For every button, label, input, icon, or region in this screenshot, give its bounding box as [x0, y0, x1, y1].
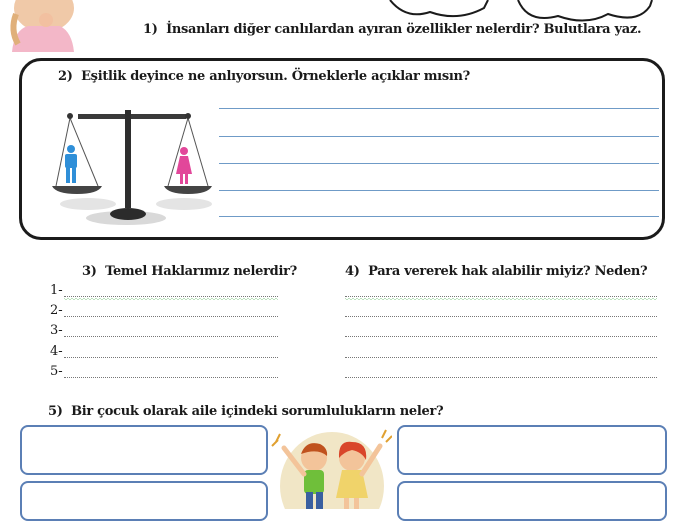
list-item: [50, 283, 63, 298]
dotted-answer-line[interactable]: [345, 377, 657, 378]
spellcheck-underline: [345, 298, 657, 301]
dotted-answer-line[interactable]: [64, 357, 278, 358]
answer-line[interactable]: [219, 190, 659, 191]
question-1-text: İnsanları diğer canlılardan ayıran özellikler nelerdir? Bulutlara yaz.: [166, 22, 642, 37]
dotted-answer-line[interactable]: [345, 296, 657, 297]
dotted-answer-line[interactable]: [345, 336, 657, 337]
list-item-number: 3-: [50, 323, 63, 338]
answer-box[interactable]: [397, 425, 667, 475]
children-illustration: [270, 428, 392, 509]
question-1-number: 1): [143, 22, 158, 37]
question-4-number: 4): [345, 264, 360, 279]
dotted-answer-line[interactable]: [345, 316, 657, 317]
answer-line[interactable]: [219, 136, 659, 137]
answer-box[interactable]: [20, 425, 268, 475]
list-item-number: 4-: [50, 344, 63, 359]
question-4-text: Para vererek hak alabilir miyiz? Neden?: [368, 264, 648, 279]
question-2-number: 2): [58, 69, 73, 84]
list-item-number: 1-: [50, 283, 63, 298]
dotted-answer-line[interactable]: [64, 316, 278, 317]
list-item-number: 5-: [50, 364, 63, 379]
question-3-text: Temel Haklarımız nelerdir?: [105, 264, 297, 279]
question-5-number: 5): [48, 404, 63, 419]
question-2-text: Eşitlik deyince ne anlıyorsun. Örneklerle açıklar mısın?: [81, 69, 470, 84]
question-2: [58, 69, 470, 84]
spellcheck-underline: [64, 298, 278, 301]
list-item: [50, 364, 63, 379]
list-item: [50, 344, 63, 359]
question-5-text: Bir çocuk olarak aile içindeki sorumlulukların neler?: [71, 404, 444, 419]
male-figure-icon: [62, 144, 80, 184]
answer-line[interactable]: [219, 163, 659, 164]
female-figure-icon: [175, 146, 193, 186]
dotted-answer-line[interactable]: [64, 336, 278, 337]
answer-line[interactable]: [219, 216, 659, 217]
thinking-girl-illustration: [6, 0, 76, 52]
list-item: [50, 303, 63, 318]
question-3: [82, 264, 297, 279]
list-item: [50, 323, 63, 338]
list-item-number: 2-: [50, 303, 63, 318]
question-5: [48, 404, 443, 419]
answer-box[interactable]: [20, 481, 268, 521]
question-4: [345, 264, 647, 279]
answer-line[interactable]: [219, 108, 659, 109]
question-1: [143, 22, 641, 37]
dotted-answer-line[interactable]: [64, 296, 278, 297]
question-3-number: 3): [82, 264, 97, 279]
dotted-answer-line[interactable]: [345, 357, 657, 358]
dotted-answer-line[interactable]: [64, 377, 278, 378]
answer-box[interactable]: [397, 481, 667, 521]
